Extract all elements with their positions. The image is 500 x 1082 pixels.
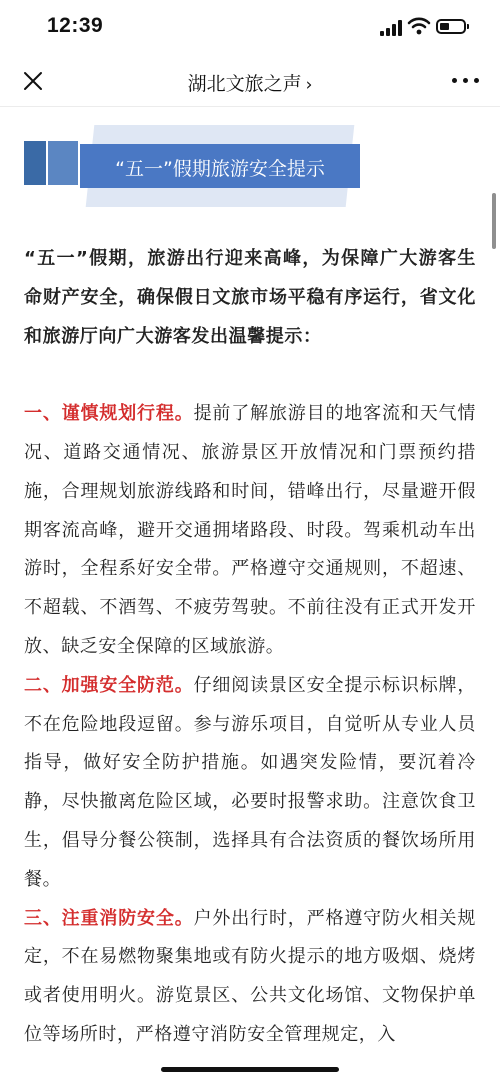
article-section [24, 395, 476, 667]
account-title[interactable] [0, 69, 500, 96]
battery-icon [436, 19, 466, 34]
article-body [24, 240, 476, 1055]
banner-accent-dark [24, 141, 46, 185]
home-indicator[interactable] [161, 1067, 339, 1072]
section-heading: 三、注重消防安全。 [24, 907, 194, 929]
status-time: 12:39 [47, 14, 104, 37]
section-body: 户外出行时，严格遵守防火相关规定，不在易燃物聚集地或有防火提示的地方吸烟、烧烤或者使用明火。游览景区、公共文化场馆、文物保护单位等场所时，严格遵守消防安全管理规定，入 [24, 907, 476, 1045]
banner-title: “五一”假期旅游安全提示 [115, 158, 325, 180]
section-heading: 二、加强安全防范。 [24, 674, 194, 696]
signal-icon [380, 20, 402, 36]
account-name: 湖北文旅之声 [187, 73, 302, 95]
section-body: 提前了解旅游目的地客流和天气情况、道路交通情况、旅游景区开放情况和门票预约措施，合理规划旅游线路和时间，错峰出行，尽量避开假期客流高峰，避开交通拥堵路段、时段。驾乘机动车出游时，全程系好安全带。严格遵守交通规则，不超速、不超载、不酒驾、不疲劳驾驶。不前往没有正式开发开放、缺乏安全保障的区域旅游。 [24, 403, 476, 657]
nav-bar [0, 56, 500, 107]
status-bar [0, 0, 500, 56]
wifi-icon [407, 16, 431, 36]
section-body: 仔细阅读景区安全提示标识标牌，不在危险地段逗留。参与游乐项目，自觉听从专业人员指导，做好安全防护措施。如遇突发险情，要沉着冷静，尽快撤离危险区域，必要时报警求助。注意饮食卫生，倡导分餐公筷制，选择具有合法资质的餐饮场所用餐。 [24, 674, 476, 890]
more-icon[interactable] [452, 78, 480, 86]
chevron-right-icon: › [305, 75, 313, 95]
section-heading: 一、谨慎规划行程。 [24, 403, 194, 425]
title-banner [22, 125, 362, 210]
article-section [24, 900, 476, 1055]
article-intro: “五一”假期，旅游出行迎来高峰，为保障广大游客生命财产安全，确保假日文旅市场平稳有序运行，省文化和旅游厅向广大游客发出温馨提示： [24, 248, 476, 347]
scrollbar[interactable] [492, 193, 496, 249]
article-section [24, 667, 476, 900]
banner-accent-mid [48, 141, 78, 185]
